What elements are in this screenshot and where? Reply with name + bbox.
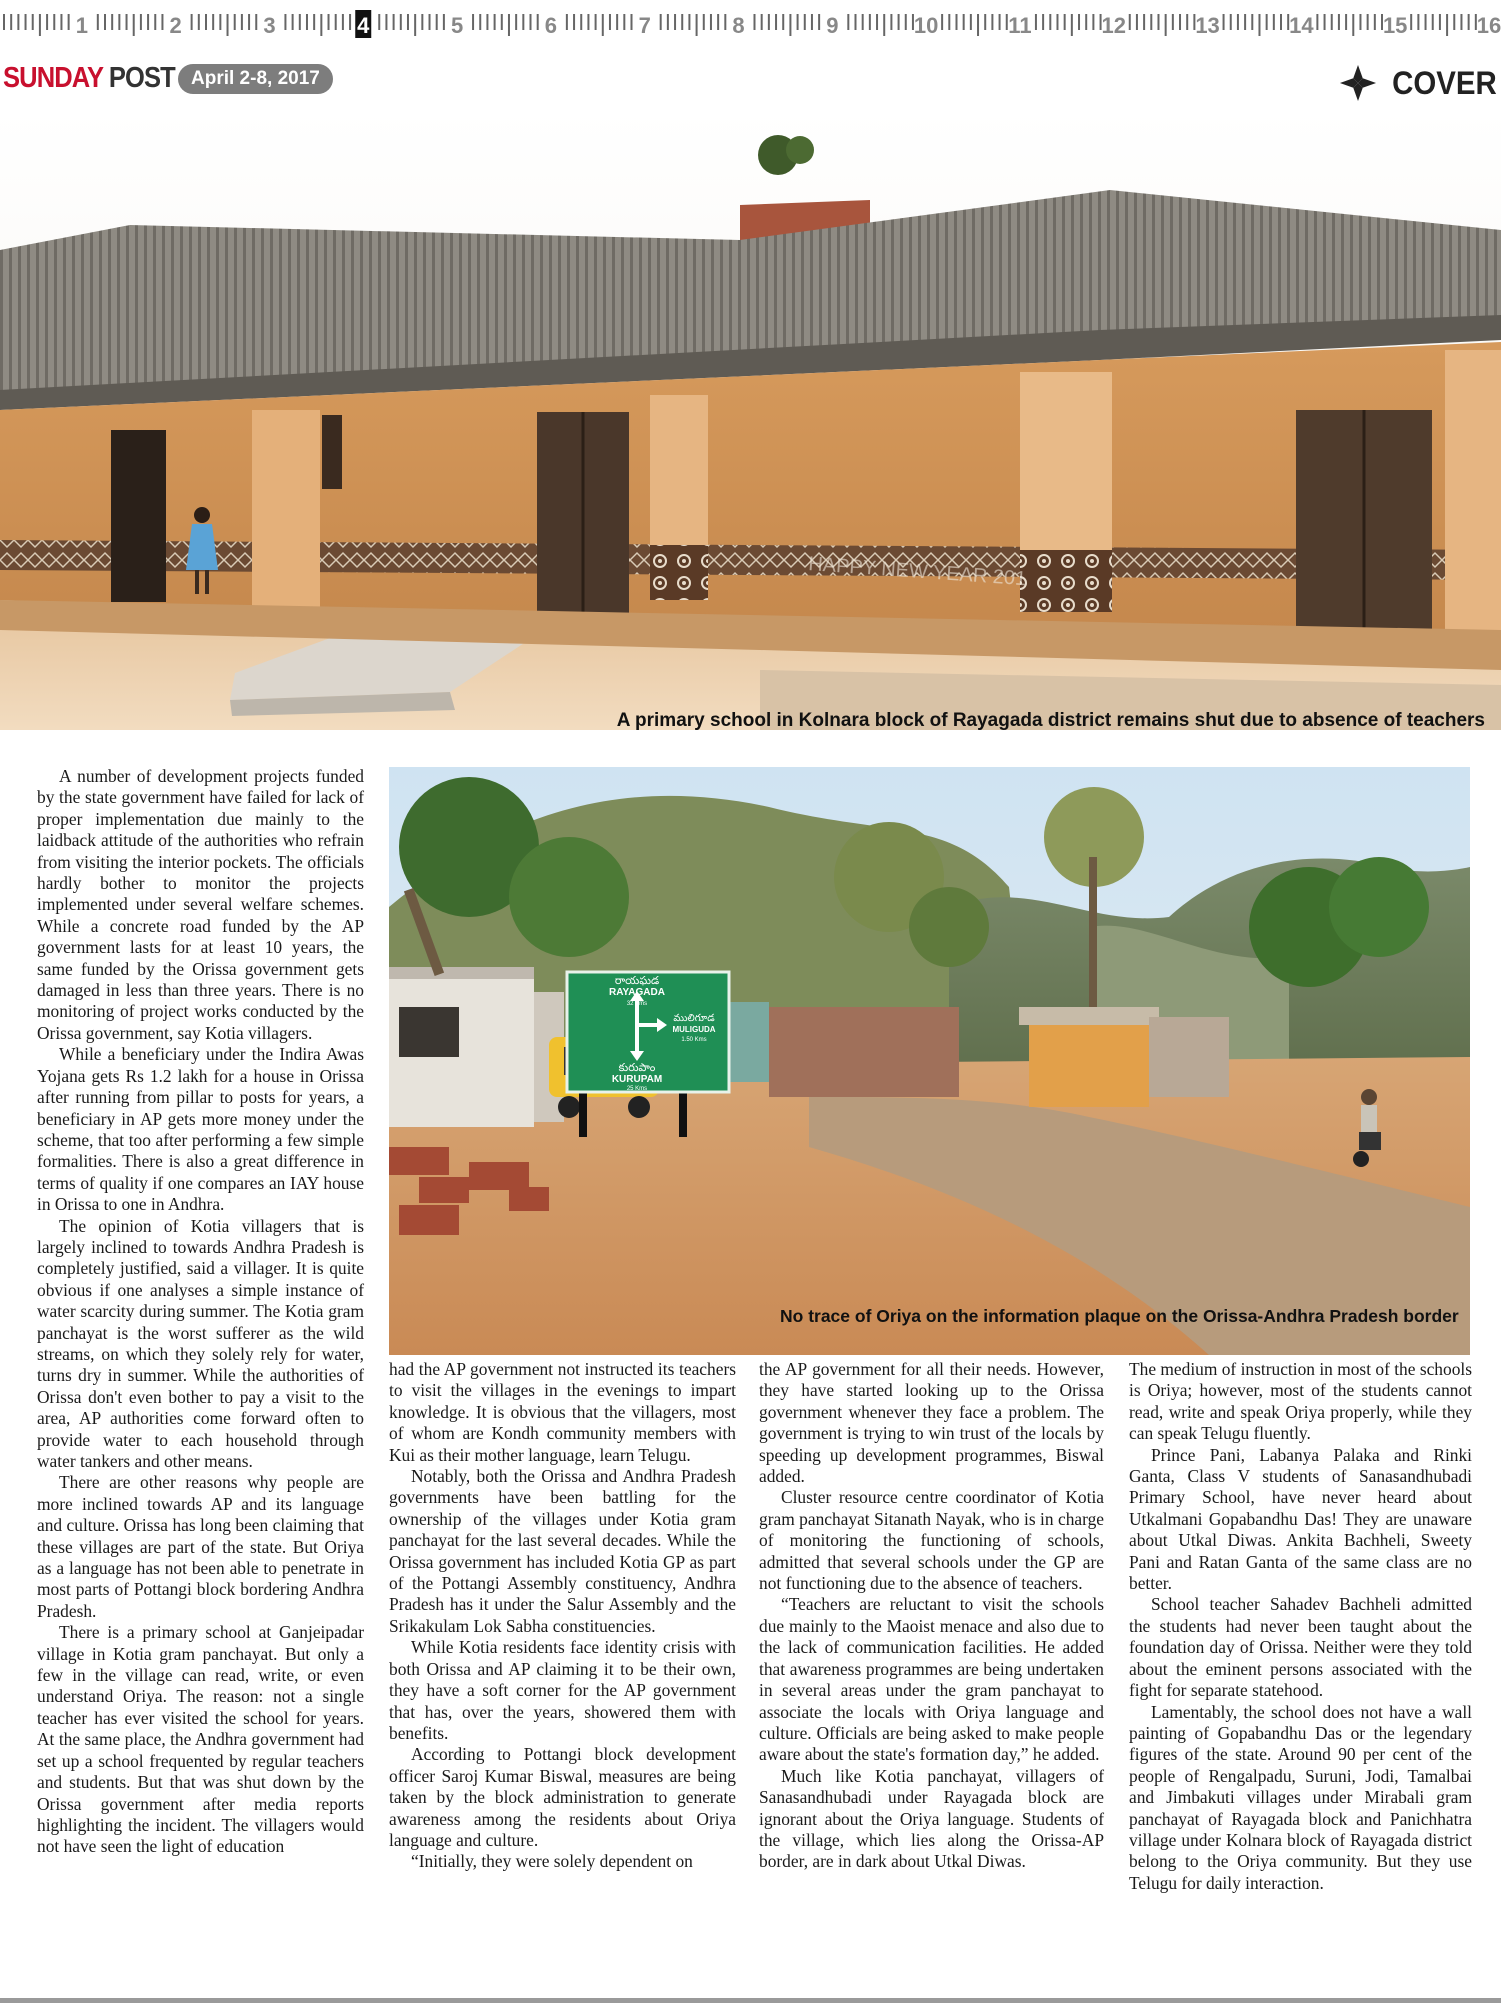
brand-word-post: POST xyxy=(108,62,175,94)
sign-kurupam-telugu: కురుపాం xyxy=(618,1061,656,1074)
ruler-number: 15 xyxy=(1382,13,1408,38)
article-paragraph: “Initially, they were solely dependent on xyxy=(411,1851,693,1872)
ruler-number: 3 xyxy=(263,13,276,38)
ruler-number: 13 xyxy=(1195,13,1220,38)
article-paragraph: There is a primary school at Ganjeipadar village in Kotia gram panchayat. But only a few in the village can read, write, or even understand Oriya. The reason: not a single teacher has ever visited the school for years. At the same place, the Andhra government had set up a school frequented by regular teachers and students. But that was shut down by the Orissa government after media reports highlighting the incident. The villagers would not have seen the light of education xyxy=(37,1622,364,1857)
article-paragraph: According to Pottangi block development officer Saroj Kumar Biswal, measures are being taken by the block administration to generate awareness among the residents about Oriya language and culture. xyxy=(389,1744,736,1850)
article-paragraph: Much like Kotia panchayat, villagers of Sanasandhubadi under Rayagada block are ignorant about the Oriya language. Students of the village, which lies along the Orissa-AP border, are in dark about Utkal Diwas. xyxy=(759,1765,1104,1872)
sign-kurupam: KURUPAM xyxy=(611,1074,663,1085)
article-paragraph: the AP government for all their needs. However, they have started looking up to the Orissa government whenever they face a problem. The government is trying to win trust of the locals by speeding up development programmes, Biswal added. xyxy=(759,1359,1104,1487)
ruler-number: 2 xyxy=(169,13,182,38)
article-column-4 xyxy=(1129,1359,1472,1894)
sign-rayagada: RAYAGADA xyxy=(609,987,665,998)
article-paragraph: had the AP government not instructed its teachers to visit the villages in the evenings to impart knowledge. It is obvious that the villagers, most of whom are Kondh community members with Kui as their mother language, learn Telugu. xyxy=(389,1359,736,1465)
page-ruler xyxy=(0,0,1501,40)
sign-muliguda: MULIGUDA xyxy=(672,1025,716,1034)
article-paragraph: There are other reasons why people are more inclined towards AP and its language and culture. Orissa has long been claiming that these villages are part of the state. But Oriya as a language has not been able to penetrate in most parts of Pottangi block bordering Andhra Pradesh. xyxy=(37,1472,364,1621)
article-column-2 xyxy=(389,1359,736,1873)
bottom-rule xyxy=(0,1998,1501,2003)
wall-graffiti-text: HAPPY NEW YEAR 201 xyxy=(807,553,1027,591)
ruler-number: 14 xyxy=(1289,13,1314,38)
article-paragraph: Cluster resource centre coordinator of Kotia gram panchayat Sitanath Nayak, who is in charge of monitoring the functioning of schools, admitted that several schools under the GP are not functioning due to the absence of teachers. xyxy=(759,1487,1104,1594)
ruler-number: 10 xyxy=(913,13,939,38)
article-paragraph: Lamentably, the school does not have a wall painting of Gopabandhu Das or the legendary figures of the state. Around 90 per cent of the people of Rengalpadu, Suruni, Jodi, Tamalbai and Jimbakuti villages under Mirabali gram panchayat of Rayagada block and Panichhatra village under Kolnara block of Rayagada district belong to the Oriya community. But they use Telugu for daily interaction. xyxy=(1129,1701,1472,1893)
sign-muliguda-telugu: ములిగూడ xyxy=(673,1013,715,1024)
article-paragraph: While a beneficiary under the Indira Awas Yojana gets Rs 1.2 lakh for a house in Orissa after running from pillar to posts for years, a beneficiary in AP gets more money under the scheme, that too after performing a few simple formalities. There is also a great difference in terms of quality if one compares an IAY house in Orissa to one in Andhra. xyxy=(37,1044,364,1215)
border-sign-photo xyxy=(389,767,1470,1355)
issue-date-badge: April 2-8, 2017 xyxy=(178,64,333,94)
ruler-number: 8 xyxy=(732,13,745,38)
article-paragraph: School teacher Sahadev Bachheli admitted the students had never been taught about the foundation day of Orissa. Neither were they told about the eminent persons associated with the fight for separate statehood. xyxy=(1129,1594,1472,1701)
article-column-1 xyxy=(37,766,364,1858)
article-paragraph: While Kotia residents face identity crisis with both Orissa and AP claiming it to be their own, they have a soft corner for the AP government that has, over the years, showered them with benefits. xyxy=(389,1637,736,1743)
ruler-number: 5 xyxy=(450,13,464,38)
sign-rayagada-telugu: రాయఘడ xyxy=(614,974,660,987)
article-column-3 xyxy=(759,1359,1104,1873)
ruler-number: 11 xyxy=(1008,13,1032,38)
ruler-number: 12 xyxy=(1101,13,1126,38)
school-photo xyxy=(0,110,1501,730)
brand-word-sunday: SUNDAY xyxy=(3,62,103,94)
sign-muliguda-distance: 1.50 Kms xyxy=(681,1037,707,1043)
ruler-number: 1 xyxy=(75,13,88,38)
compass-icon xyxy=(1339,64,1377,102)
sign-kurupam-distance: 25 Kms xyxy=(626,1086,648,1092)
ruler-number: 6 xyxy=(544,13,557,38)
section-label xyxy=(1339,60,1497,106)
brand-logo xyxy=(3,62,175,95)
article-paragraph: The opinion of Kotia villagers that is largely inclined to towards Andhra Pradesh is completely justified, said a villager. It is quite obvious if one analyses a simple instance of water scarcity during summer. The Kotia gram panchayat is the worst sufferer as the wild streams, on which they solely rely for water, turns dry in summer. While the authorities of Orissa don't even bother to pay a visit to the area, AP authorities come forward often to provide water to each household through water tankers and other means. xyxy=(37,1215,364,1471)
middle-photo-caption: No trace of Oriya on the information plaque on the Orissa-Andhra Pradesh border xyxy=(780,1306,1459,1326)
ruler-number: 9 xyxy=(826,13,839,38)
sign-rayagada-distance: 32 Kms xyxy=(626,1001,648,1007)
article-paragraph: Prince Pani, Labanya Palaka and Rinki Ganta, Class V students of Sanasandhubadi Primary School, have never heard about Utkalmani Gopabandhu Das! They are unaware about Utkal Diwas. Ankita Bachheli, Sweety Pani and Ratan Ganta of the same class are no better. xyxy=(1129,1444,1472,1594)
article-paragraph: A number of development projects funded by the state government have failed for lack of proper implementation due mainly to the laidback attitude of the authorities who refrain from visiting the interior pockets. The officials hardly bother to monitor the projects implemented under several welfare schemes. While a concrete road funded by the AP government lasts for at least 10 years, the same funded by the Orissa government gets damaged in less than three years. There is no monitoring of project works conducted by the Orissa government, say Kotia villagers. xyxy=(37,766,364,1043)
article-paragraph: “Teachers are reluctant to visit the schools due mainly to the Maoist menace and also due to the lack of communication facilities. He added that awareness programmes are being undertaken in several areas under the gram panchayat to associate the locals with Oriya language and culture. Officials are being asked to make people aware about the state's formation day,” he added. xyxy=(759,1594,1104,1765)
masthead xyxy=(0,60,1501,110)
article-paragraph: Notably, both the Orissa and Andhra Pradesh governments have been battling for the ownership of the villages under Kotia gram panchayat for the last several decades. While the Orissa government has included Kotia GP as part of the Pottangi Assembly constituency, Andhra Pradesh has it under the Salur Assembly and the Srikakulam Lok Sabha constituencies. xyxy=(389,1466,736,1636)
ruler-graphic xyxy=(0,0,1501,40)
ruler-number: 7 xyxy=(638,13,651,38)
top-photo-caption: A primary school in Kolnara block of Rayagada district remains shut due to absence of teachers xyxy=(616,710,1485,731)
article-paragraph: The medium of instruction in most of the schools is Oriya; however, most of the students cannot read, write and speak Oriya properly, while they can speak Telugu fluently. xyxy=(1129,1359,1472,1444)
section-name: COVER xyxy=(1392,64,1497,101)
ruler-number: 4 xyxy=(357,13,370,38)
ruler-number: 16 xyxy=(1476,13,1501,38)
